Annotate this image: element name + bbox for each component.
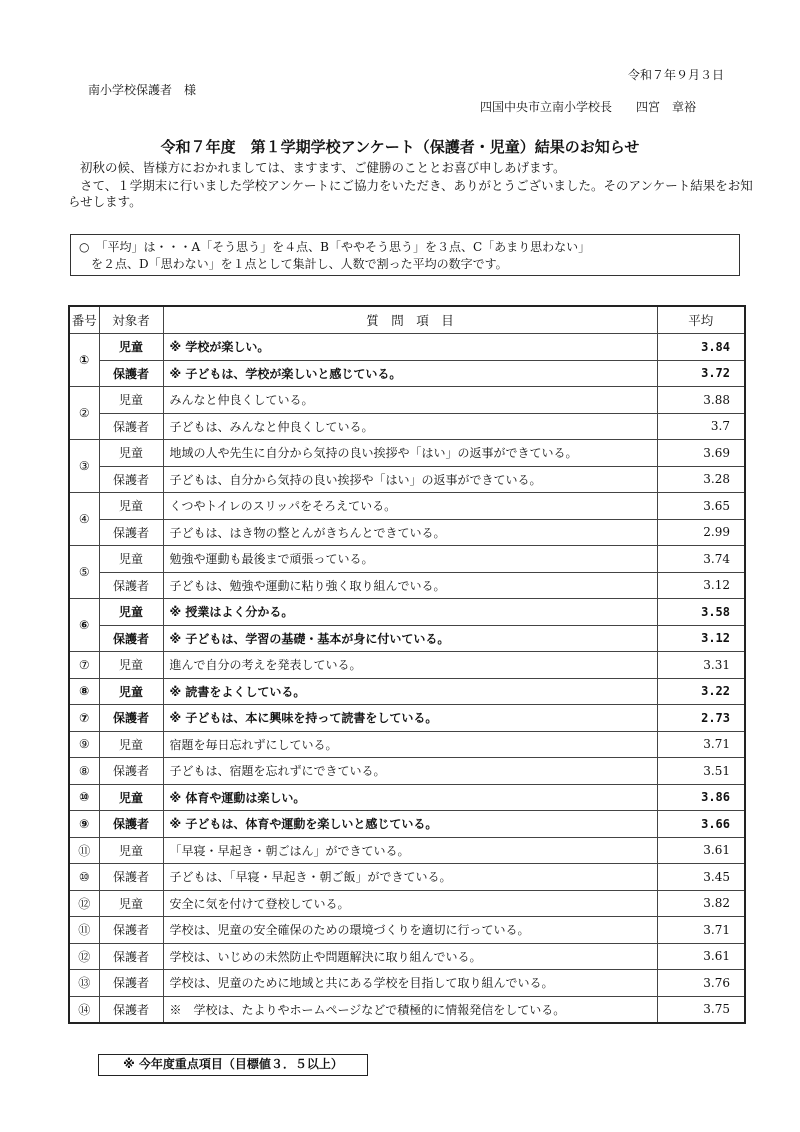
table-row <box>69 837 745 864</box>
average-score: 3.22 <box>657 678 745 705</box>
survey-results-table <box>68 305 746 1024</box>
question-text: みんなと仲良くしている。 <box>163 387 657 414</box>
average-note <box>70 234 740 276</box>
intro-text-2: さて、１学期末に行いました学校アンケートにご協力をいただき、ありがとうございました。そのアンケート結果をお知らせします。 <box>68 178 753 209</box>
item-number: ⑪ <box>69 837 99 864</box>
table-row <box>69 493 745 520</box>
average-score: 3.71 <box>657 731 745 758</box>
item-number: ⑤ <box>69 546 99 599</box>
question-text: 子どもは、「早寝・早起き・朝ご飯」ができている。 <box>163 864 657 891</box>
table-row <box>69 360 745 387</box>
table-row <box>69 970 745 997</box>
respondent: 児童 <box>99 784 163 811</box>
table-row <box>69 705 745 732</box>
respondent: 児童 <box>99 678 163 705</box>
respondent: 保護者 <box>99 864 163 891</box>
respondent: 保護者 <box>99 519 163 546</box>
average-score: 3.65 <box>657 493 745 520</box>
respondent: 保護者 <box>99 811 163 838</box>
respondent: 児童 <box>99 599 163 626</box>
note-line-2: を２点、D「思わない」を１点として集計し、人数で割った平均の数字です。 <box>91 257 508 271</box>
item-number: ⑧ <box>69 678 99 705</box>
respondent: 保護者 <box>99 572 163 599</box>
question-text: 地域の人や先生に自分から気持の良い挨拶や「はい」の返事ができている。 <box>163 440 657 467</box>
question-text: ※ 子どもは、学校が楽しいと感じている。 <box>163 360 657 387</box>
table-row <box>69 811 745 838</box>
table-row <box>69 731 745 758</box>
table-row <box>69 864 745 891</box>
average-score: 3.51 <box>657 758 745 785</box>
question-text: ※ 読書をよくしている。 <box>163 678 657 705</box>
question-text: 進んで自分の考えを発表している。 <box>163 652 657 679</box>
average-score: 3.28 <box>657 466 745 493</box>
average-score: 3.75 <box>657 996 745 1023</box>
average-score: 3.74 <box>657 546 745 573</box>
item-number: ⑨ <box>69 731 99 758</box>
intro-text-1: 初秋の候、皆様方におかれましては、ますます、ご健勝のこととお喜び申しあげます。 <box>80 160 566 175</box>
average-score: 3.58 <box>657 599 745 626</box>
item-number: ⑩ <box>69 784 99 811</box>
average-score: 3.31 <box>657 652 745 679</box>
item-number: ⑬ <box>69 970 99 997</box>
question-text: 学校は、いじめの未然防止や問題解決に取り組んでいる。 <box>163 943 657 970</box>
header-target: 対象者 <box>99 306 163 334</box>
average-score: 3.72 <box>657 360 745 387</box>
respondent: 児童 <box>99 387 163 414</box>
question-text: 子どもは、はき物の整とんがきちんとできている。 <box>163 519 657 546</box>
item-number: ⑫ <box>69 943 99 970</box>
average-score: 3.69 <box>657 440 745 467</box>
recipient: 南小学校保護者 様 <box>88 83 197 97</box>
average-score: 3.45 <box>657 864 745 891</box>
table-row <box>69 678 745 705</box>
item-number: ① <box>69 334 99 387</box>
respondent: 児童 <box>99 837 163 864</box>
table-row <box>69 519 745 546</box>
item-number: ④ <box>69 493 99 546</box>
average-score: 3.12 <box>657 572 745 599</box>
table-row <box>69 466 745 493</box>
item-number: ③ <box>69 440 99 493</box>
question-text: ※ 子どもは、学習の基礎・基本が身に付いている。 <box>163 625 657 652</box>
question-text: 子どもは、みんなと仲良くしている。 <box>163 413 657 440</box>
average-score: 3.61 <box>657 837 745 864</box>
average-score: 2.73 <box>657 705 745 732</box>
question-text: 勉強や運動も最後まで頑張っている。 <box>163 546 657 573</box>
table-row <box>69 652 745 679</box>
item-number: ⑦ <box>69 705 99 732</box>
respondent: 保護者 <box>99 625 163 652</box>
question-text: 子どもは、自分から気持の良い挨拶や「はい」の返事ができている。 <box>163 466 657 493</box>
average-score: 3.76 <box>657 970 745 997</box>
item-number: ⑦ <box>69 652 99 679</box>
note-line-1: ○ 「平均」は・・・A「そう思う」を４点、B「ややそう思う」を３点、C「あまり思わない」 <box>79 240 591 254</box>
respondent: 保護者 <box>99 758 163 785</box>
header-number: 番号 <box>69 306 99 334</box>
respondent: 児童 <box>99 440 163 467</box>
average-score: 3.61 <box>657 943 745 970</box>
respondent: 保護者 <box>99 917 163 944</box>
table-row <box>69 546 745 573</box>
average-score: 3.82 <box>657 890 745 917</box>
question-text: 子どもは、勉強や運動に粘り強く取り組んでいる。 <box>163 572 657 599</box>
intro-paragraph-1 <box>68 160 758 176</box>
respondent: 児童 <box>99 493 163 520</box>
question-text: 安全に気を付けて登校している。 <box>163 890 657 917</box>
table-row <box>69 890 745 917</box>
question-text: くつやトイレのスリッパをそろえている。 <box>163 493 657 520</box>
table-row <box>69 572 745 599</box>
item-number: ⑫ <box>69 890 99 917</box>
table-header-row <box>69 306 745 334</box>
question-text: ※ 子どもは、体育や運動を楽しいと感じている。 <box>163 811 657 838</box>
table-row <box>69 758 745 785</box>
average-score: 3.88 <box>657 387 745 414</box>
question-text: 「早寝・早起き・朝ごはん」ができている。 <box>163 837 657 864</box>
respondent: 児童 <box>99 652 163 679</box>
respondent: 保護者 <box>99 705 163 732</box>
question-text: 子どもは、宿題を忘れずにできている。 <box>163 758 657 785</box>
table-row <box>69 943 745 970</box>
respondent: 保護者 <box>99 996 163 1023</box>
table-row <box>69 996 745 1023</box>
question-text: 宿題を毎日忘れずにしている。 <box>163 731 657 758</box>
sender: 四国中央市立南小学校長 四宮 章裕 <box>480 100 697 114</box>
item-number: ⑧ <box>69 758 99 785</box>
question-text: 学校は、児童のために地域と共にある学校を目指して取り組んでいる。 <box>163 970 657 997</box>
respondent: 児童 <box>99 731 163 758</box>
question-text: ※ 授業はよく分かる。 <box>163 599 657 626</box>
average-score: 2.99 <box>657 519 745 546</box>
table-row <box>69 440 745 467</box>
respondent: 児童 <box>99 890 163 917</box>
respondent: 保護者 <box>99 360 163 387</box>
table-row <box>69 625 745 652</box>
average-score: 3.86 <box>657 784 745 811</box>
item-number: ⑪ <box>69 917 99 944</box>
respondent: 児童 <box>99 546 163 573</box>
item-number: ② <box>69 387 99 440</box>
intro-paragraph-2 <box>68 178 758 210</box>
respondent: 保護者 <box>99 943 163 970</box>
item-number: ⑥ <box>69 599 99 652</box>
question-text: ※ 子どもは、本に興味を持って読書をしている。 <box>163 705 657 732</box>
average-score: 3.66 <box>657 811 745 838</box>
table-row <box>69 334 745 361</box>
item-number: ⑭ <box>69 996 99 1023</box>
question-text: 学校は、児童の安全確保のための環境づくりを適切に行っている。 <box>163 917 657 944</box>
question-text: ※ 学校は、たよりやホームページなどで積極的に情報発信をしている。 <box>163 996 657 1023</box>
header-average: 平均 <box>657 306 745 334</box>
respondent: 保護者 <box>99 970 163 997</box>
table-row <box>69 917 745 944</box>
document-date: 令和７年９月３日 <box>628 68 725 82</box>
respondent: 保護者 <box>99 413 163 440</box>
average-score: 3.71 <box>657 917 745 944</box>
item-number: ⑩ <box>69 864 99 891</box>
average-score: 3.12 <box>657 625 745 652</box>
average-score: 3.84 <box>657 334 745 361</box>
header-question: 質 問 項 目 <box>163 306 657 334</box>
question-text: ※ 体育や運動は楽しい。 <box>163 784 657 811</box>
table-row <box>69 413 745 440</box>
table-row <box>69 387 745 414</box>
respondent: 保護者 <box>99 466 163 493</box>
document-title: 令和７年度 第１学期学校アンケート（保護者・児童）結果のお知らせ <box>160 138 640 156</box>
table-row <box>69 599 745 626</box>
item-number: ⑨ <box>69 811 99 838</box>
priority-legend: ※ 今年度重点項目（目標値３．５以上） <box>98 1054 368 1076</box>
table-row <box>69 784 745 811</box>
respondent: 児童 <box>99 334 163 361</box>
question-text: ※ 学校が楽しい。 <box>163 334 657 361</box>
average-score: 3.7 <box>657 413 745 440</box>
